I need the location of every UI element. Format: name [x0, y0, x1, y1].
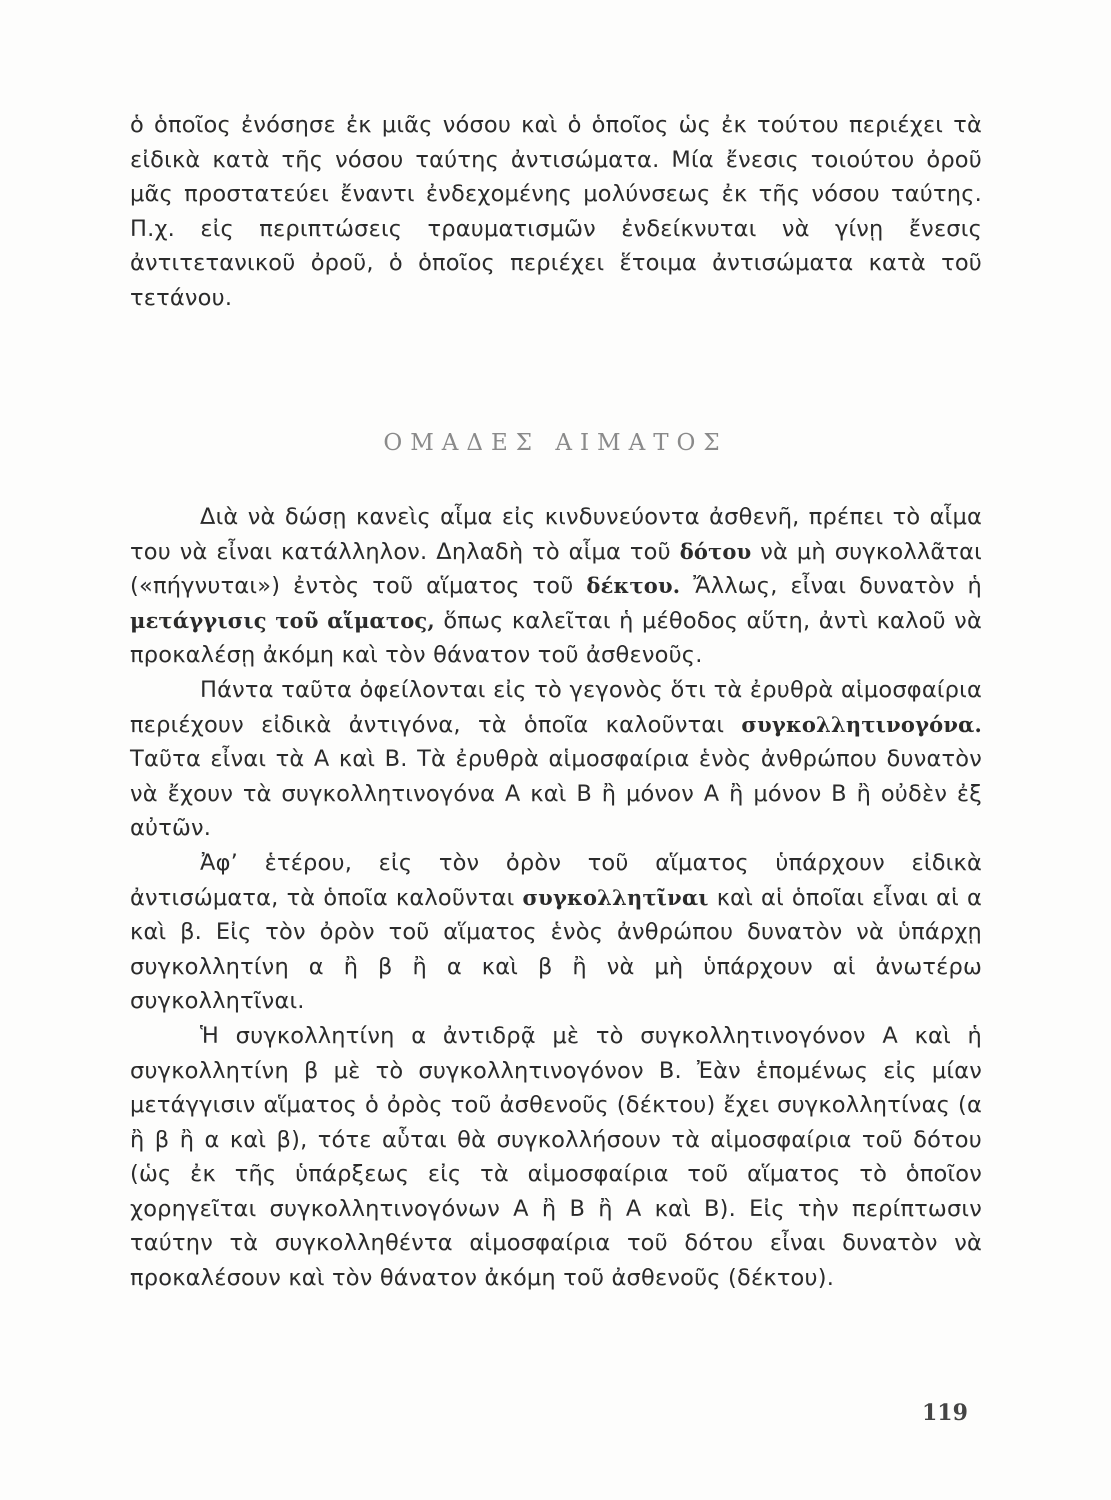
term-sygkollitinogona: συγκολλητινογόνα. [741, 711, 982, 737]
intro-text: ὁ ὁποῖος ἐνόσησε ἐκ μιᾶς νόσου καὶ ὁ ὁποῖος ὡς ἐκ τούτου περιέχει τὰ εἰδικὰ κατὰ τῆς νόσου ταύτης ἀντισώματα. Μία ἔνεσις τοιούτου ὀροῦ μᾶς προστατεύει ἔναντι ἐνδεχομένης μολύνσεως ἐκ τῆς νόσου ταύτης. Π.χ. εἰς περιπτώσεις τραυματισμῶν ἐνδείκνυται νὰ γίνῃ ἔνεσις ἀντιτετανικοῦ ὀροῦ, ὁ ὁποῖος περιέχει ἕτοιμα ἀντισώματα κατὰ τοῦ τετάνου. [130, 112, 982, 311]
section-body [130, 500, 982, 1296]
term-dektou: δέκτου. [586, 573, 681, 599]
paragraph-3-text-1: Ἀφ’ ἑτέρου, εἰς τὸν ὀρὸν τοῦ αἵματος ὑπάρχουν εἰδικὰ ἀντισώματα, τὰ ὁποῖα καλοῦνται [130, 849, 982, 911]
paragraph-4: Ἡ συγκολλητίνη α ἀντιδρᾷ μὲ τὸ συγκολλητινογόνον Α καὶ ἡ συγκολλητίνη β μὲ τὸ συγκολλητινογόνον Β. Ἐὰν ἑπομένως εἰς μίαν μετάγγισιν αἵματος ὁ ὀρὸς τοῦ ἀσθενοῦς (δέκτου) ἔχει συγκολλητίνας (α ἢ β ἢ α καὶ β), τότε αὗται θὰ συγκολλήσουν τὰ αἱμοσφαίρια τοῦ δότου (ὡς ἐκ τῆς ὑπάρξεως εἰς τὰ αἱμοσφαίρια τοῦ αἵματος τὸ ὁποῖον χορηγεῖται συγκολλητινογόνων Α ἢ Β ἢ Α καὶ Β). Εἰς τὴν περίπτωσιν ταύτην τὰ συγκολληθέντα αἱμοσφαίρια τοῦ δότου εἶναι δυνατὸν νὰ προκαλέσουν καὶ τὸν θάνατον ἀκόμη τοῦ ἀσθενοῦς (δέκτου). [130, 1022, 982, 1292]
term-sygkollitinai: συγκολλητῖναι [522, 884, 709, 910]
paragraph-2 [130, 673, 982, 846]
paragraph-1-text-1: Διὰ νὰ δώσῃ κανεὶς αἷμα εἰς κινδυνεύοντα ἀσθενῆ, πρέπει τὸ αἷμα του νὰ εἶναι κατάλληλον. Δηλαδὴ τὸ αἷμα τοῦ [130, 504, 982, 565]
intro-paragraph [130, 108, 982, 316]
term-metaggisis: μετάγγισις τοῦ αἵματος, [130, 607, 435, 633]
term-dotou: δότου [679, 538, 752, 564]
paragraph-1 [130, 500, 982, 673]
paragraph-1-text-4: ὅπως καλεῖται ἡ μέθοδος αὕτη, ἀντὶ καλοῦ νὰ προκαλέσῃ ἀκόμη καὶ τὸν θάνατον τοῦ ἀσθενοῦς. [130, 607, 982, 669]
paragraph-1-text-3: Ἄλλως, εἶναι δυνατὸν ἡ [680, 573, 982, 600]
paragraph-1-text-2: νὰ μὴ συγκολλᾶται («πήγνυται») ἐντὸς τοῦ αἵματος τοῦ [130, 538, 982, 600]
paragraph-3 [130, 846, 982, 1019]
section-heading: ΟΜΑΔΕΣ ΑΙΜΑΤΟΣ [383, 430, 728, 456]
page-number: 119 [922, 1400, 968, 1426]
paragraph-3-text-2: καὶ αἱ ὁποῖαι εἶναι αἱ α καὶ β. Εἰς τὸν ὀρὸν τοῦ αἵματος ἑνὸς ἀνθρώπου δυνατὸν νὰ ὑπάρχῃ συγκολλητίνη α ἢ β ἢ α καὶ β ἢ νὰ μὴ ὑπάρχουν αἱ ἀνωτέρω συγκολλητῖναι. [130, 884, 982, 1015]
paragraph-2-text-2: Ταῦτα εἶναι τὰ Α καὶ Β. Τὰ ἐρυθρὰ αἱμοσφαίρια ἑνὸς ἀνθρώπου δυνατὸν νὰ ἔχουν τὰ συγκολλητινογόνα Α καὶ Β ἢ μόνον Α ἢ μόνον Β ἢ οὐδὲν ἐξ αὐτῶν. [130, 746, 982, 842]
paragraph-2-text-1: Πάντα ταῦτα ὀφείλονται εἰς τὸ γεγονὸς ὅτι τὰ ἐρυθρὰ αἱμοσφαίρια περιέχουν εἰδικὰ ἀντιγόνα, τὰ ὁποῖα καλοῦνται [130, 676, 982, 738]
